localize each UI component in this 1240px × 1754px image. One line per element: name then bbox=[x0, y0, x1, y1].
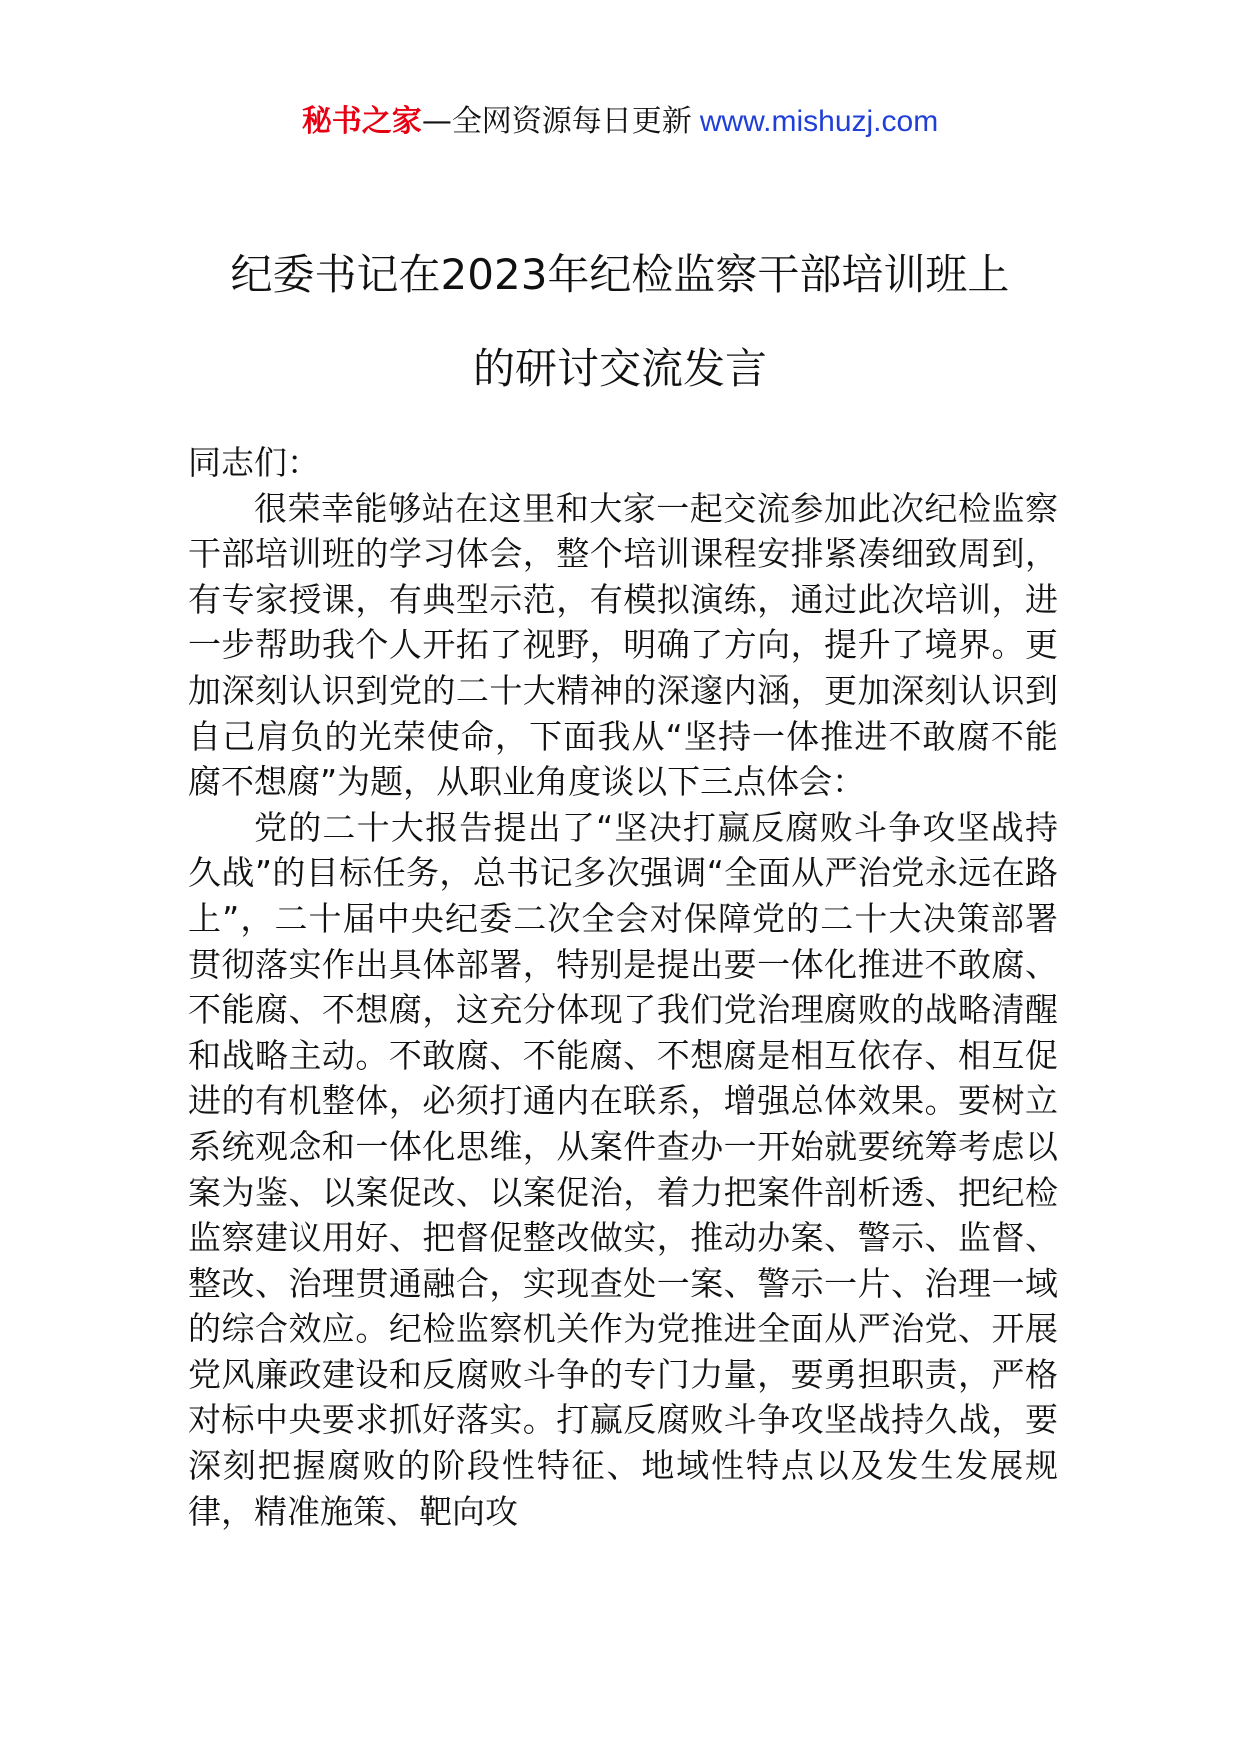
header-slogan: —全网资源每日更新 bbox=[421, 104, 692, 139]
salutation: 同志们： bbox=[188, 443, 320, 482]
paragraph-1: 很荣幸能够站在这里和大家一起交流参加此次纪检监察干部培训班的学习体会，整个培训课程安排紧凑细致周到，有专家授课，有典型示范，有模拟演练，通过此次培训，进一步帮助我个人开拓了视野，明确了方向，提升了境界。更加深刻认识到党的二十大精神的深邃内涵，更加深刻认识到自己肩负的光荣使命，下面我从“坚持一体推进不敢腐不能腐不想腐”为题，从职业角度谈以下三点体会： bbox=[188, 488, 1058, 802]
document-body bbox=[188, 440, 1058, 1534]
document-title bbox=[150, 228, 1090, 416]
brand-name: 秘书之家 bbox=[301, 104, 422, 139]
title-line-2: 的研讨交流发言 bbox=[472, 344, 767, 393]
site-header bbox=[0, 100, 1240, 144]
title-line-1: 纪委书记在2023年纪检监察干部培训班上 bbox=[230, 250, 1010, 299]
header-url-link[interactable]: www.mishuzj.com bbox=[699, 105, 939, 138]
paragraph-2: 党的二十大报告提出了“坚决打赢反腐败斗争攻坚战持久战”的目标任务，总书记多次强调“全面从严治党永远在路上”，二十届中央纪委二次全会对保障党的二十大决策部署贯彻落实作出具体部署，特别是提出要一体化推进不敢腐、不能腐、不想腐，这充分体现了我们党治理腐败的战略清醒和战略主动。不敢腐、不能腐、不想腐是相互依存、相互促进的有机整体，必须打通内在联系，增强总体效果。要树立系统观念和一体化思维，从案件查办一开始就要统筹考虑以案为鉴、以案促改、以案促治，着力把案件剖析透、把纪检监察建议用好、把督促整改做实，推动办案、警示、监督、整改、治理贯通融合，实现查处一案、警示一片、治理一域的综合效应。纪检监察机关作为党推进全面从严治党、开展党风廉政建设和反腐败斗争的专门力量，要勇担职责，严格对标中央要求抓好落实。打赢反腐败斗争攻坚战持久战，要深刻把握腐败的阶段性特征、地域性特点以及发生发展规律，精准施策、靶向攻 bbox=[188, 807, 1058, 1531]
